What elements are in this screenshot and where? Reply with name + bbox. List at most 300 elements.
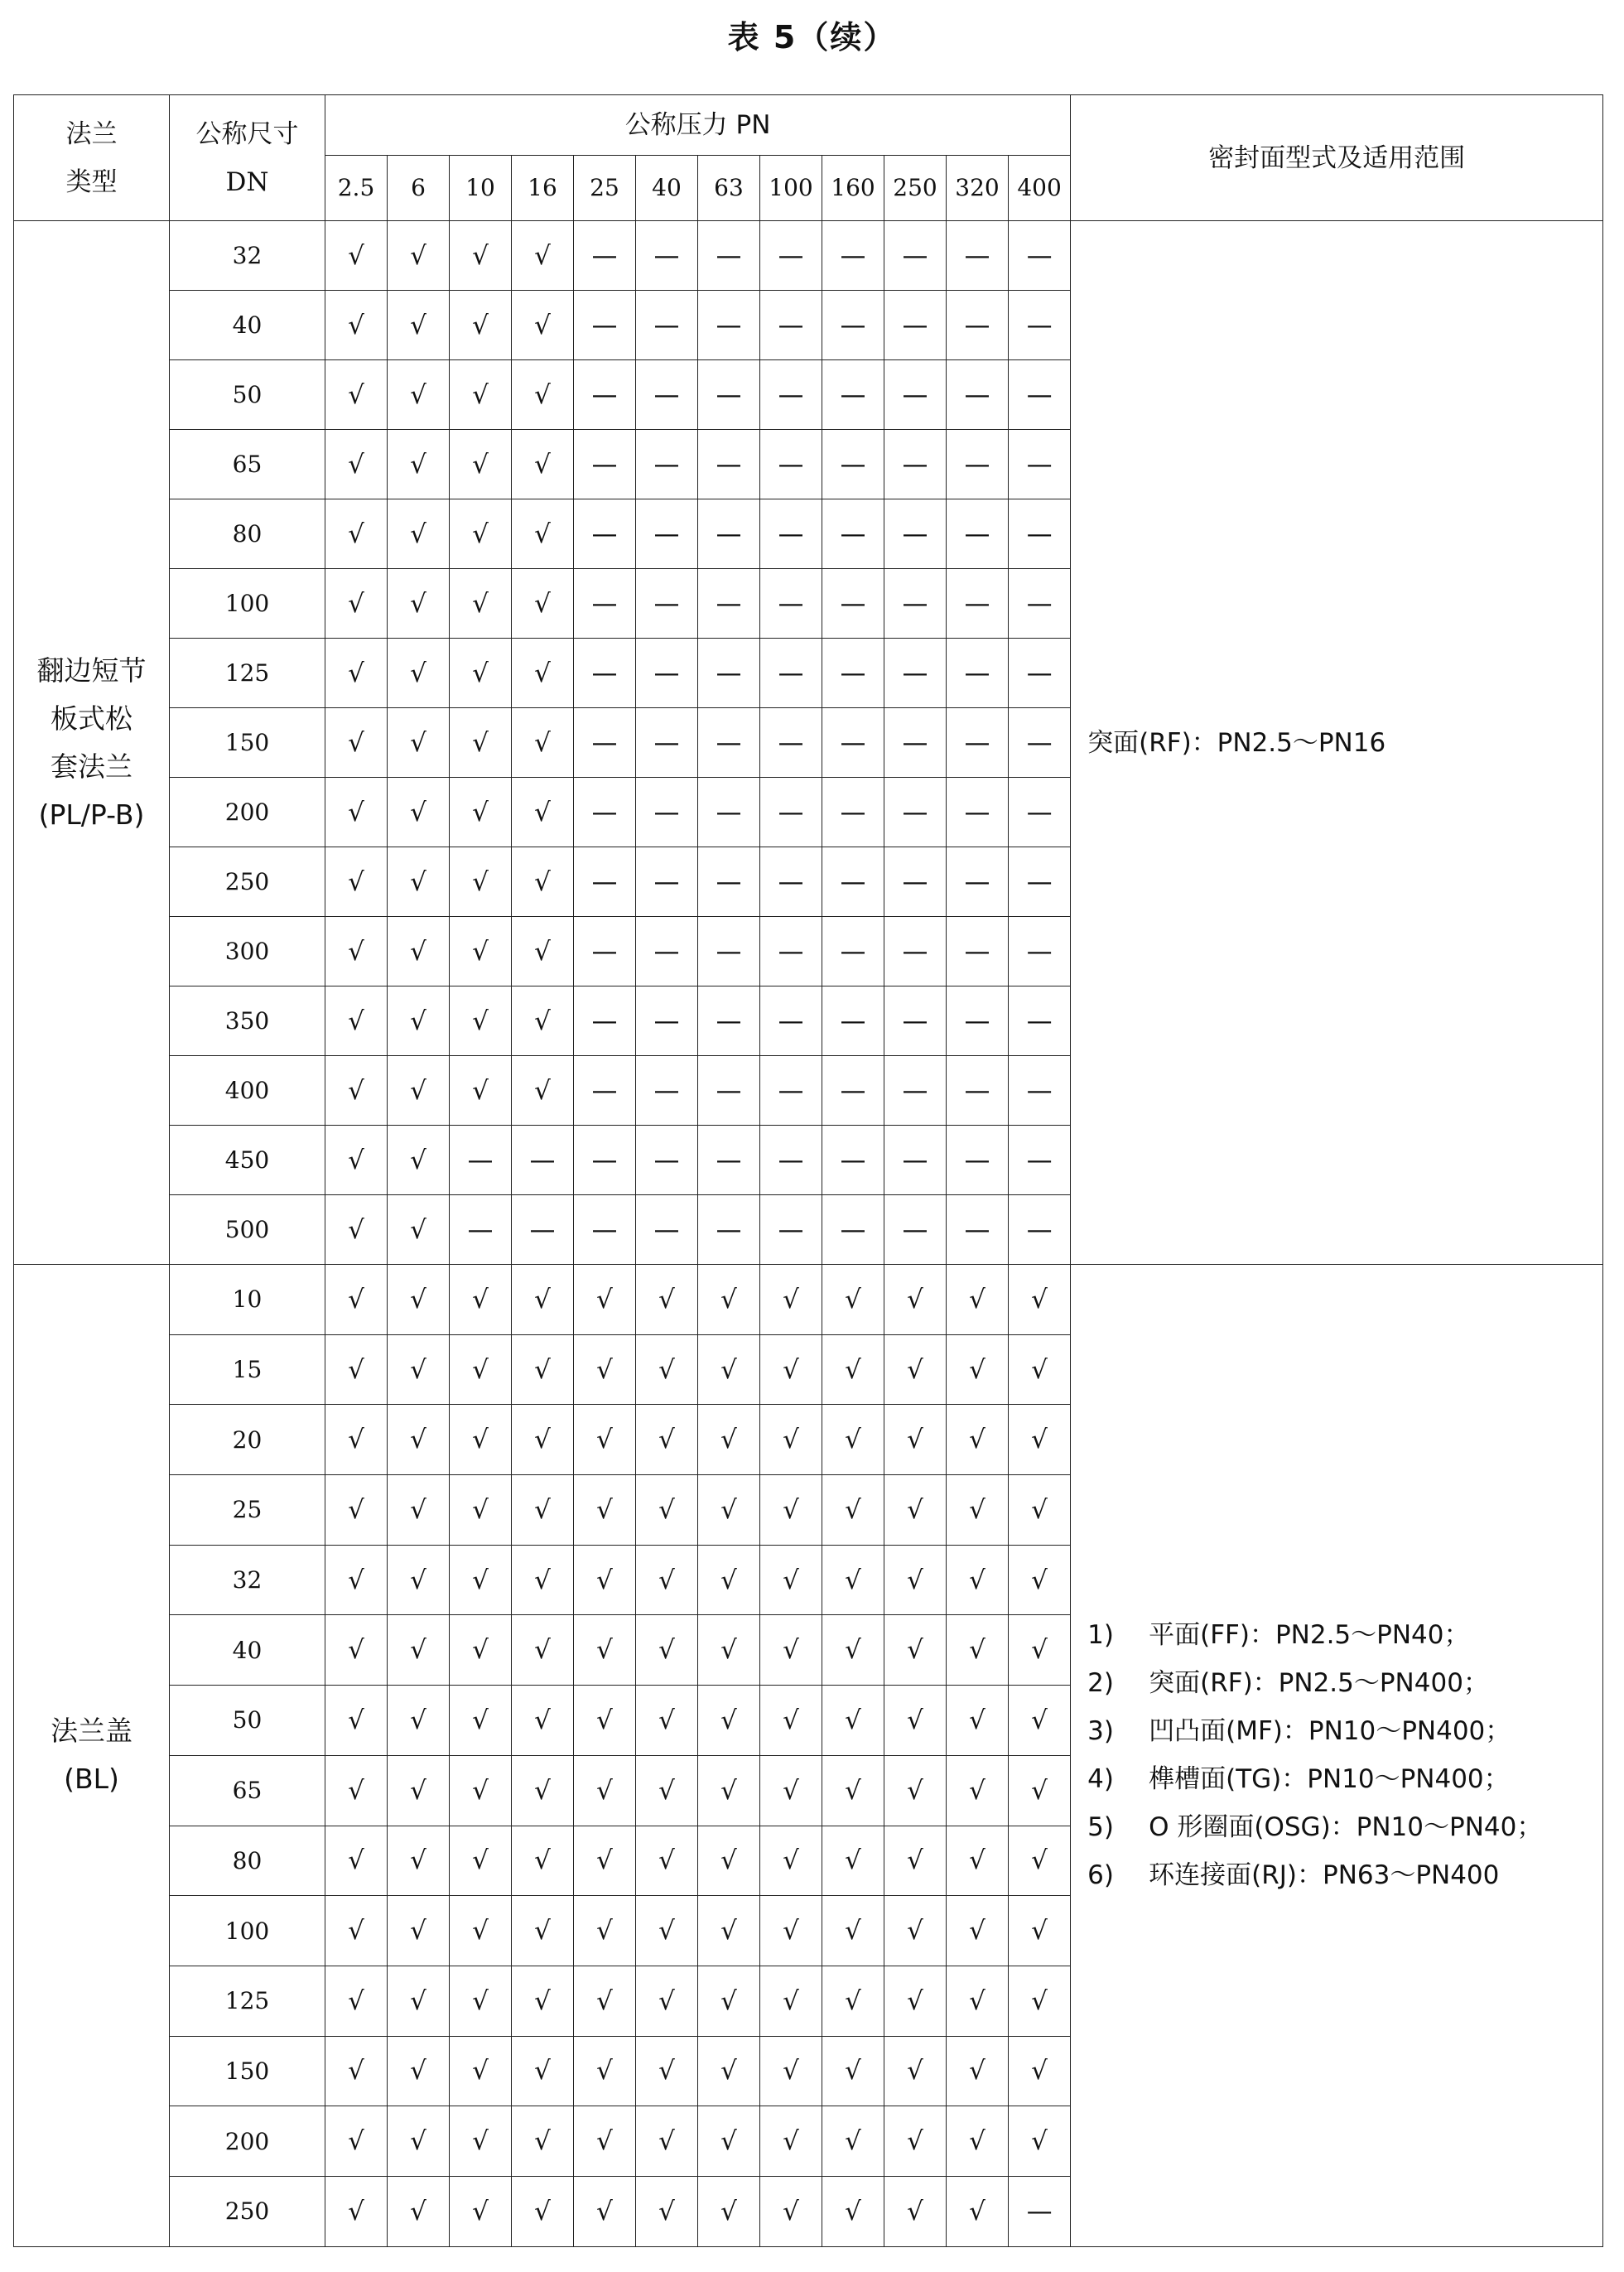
pressure-mark-cell: √ bbox=[760, 1545, 822, 1615]
pressure-mark-cell: — bbox=[947, 1126, 1009, 1195]
pressure-header-cell: 40 bbox=[636, 156, 698, 221]
pressure-mark-cell: √ bbox=[698, 1826, 760, 1896]
dn-cell: 80 bbox=[170, 499, 325, 569]
pressure-mark-cell: √ bbox=[947, 1475, 1009, 1546]
header-sealing: 密封面型式及适用范围 bbox=[1071, 95, 1603, 221]
pressure-mark-cell: √ bbox=[512, 1405, 574, 1475]
pressure-mark-cell: √ bbox=[388, 1195, 450, 1265]
pressure-mark-cell: √ bbox=[512, 2036, 574, 2106]
pressure-mark-cell: √ bbox=[760, 1615, 822, 1686]
dn-cell: 500 bbox=[170, 1195, 325, 1265]
pressure-mark-cell: √ bbox=[325, 1405, 388, 1475]
pressure-mark-cell: √ bbox=[512, 2176, 574, 2246]
header-nominal-size-line1: 公称尺寸 bbox=[195, 118, 299, 149]
pressure-mark-cell: √ bbox=[325, 917, 388, 986]
pressure-mark-cell: — bbox=[636, 1056, 698, 1126]
pressure-mark-cell: √ bbox=[450, 1334, 512, 1405]
pressure-mark-cell: — bbox=[1009, 499, 1071, 569]
pressure-mark-cell: — bbox=[884, 1195, 947, 1265]
pressure-mark-cell: √ bbox=[760, 1826, 822, 1896]
pressure-mark-cell: √ bbox=[388, 1826, 450, 1896]
pressure-mark-cell: — bbox=[760, 708, 822, 778]
sealing-item-text: 平面(FF)：PN2.5～PN40； bbox=[1149, 1620, 1470, 1651]
pressure-mark-cell: — bbox=[1009, 639, 1071, 708]
pressure-mark-cell: — bbox=[822, 1056, 884, 1126]
pressure-mark-cell: √ bbox=[388, 430, 450, 499]
pressure-mark-cell: — bbox=[1009, 2176, 1071, 2246]
pressure-mark-cell: √ bbox=[760, 1755, 822, 1826]
pressure-mark-cell: √ bbox=[512, 1686, 574, 1756]
pressure-mark-cell: √ bbox=[450, 569, 512, 639]
pressure-mark-cell: √ bbox=[574, 1826, 636, 1896]
pressure-mark-cell: √ bbox=[388, 778, 450, 847]
pressure-mark-cell: — bbox=[822, 917, 884, 986]
sealing-item-number: 5) bbox=[1087, 1812, 1114, 1843]
pressure-mark-cell: — bbox=[947, 986, 1009, 1056]
pressure-mark-cell: √ bbox=[947, 1405, 1009, 1475]
pressure-mark-cell: √ bbox=[698, 2106, 760, 2177]
pressure-mark-cell: √ bbox=[884, 1826, 947, 1896]
pressure-mark-cell: — bbox=[698, 917, 760, 986]
pressure-mark-cell: √ bbox=[450, 360, 512, 430]
pressure-mark-cell: √ bbox=[512, 708, 574, 778]
pressure-mark-cell: — bbox=[698, 1195, 760, 1265]
pressure-mark-cell: — bbox=[698, 569, 760, 639]
dn-cell: 150 bbox=[170, 2036, 325, 2106]
pressure-mark-cell: √ bbox=[388, 2036, 450, 2106]
pressure-mark-cell: √ bbox=[574, 1475, 636, 1546]
pressure-mark-cell: — bbox=[884, 360, 947, 430]
pressure-mark-cell: √ bbox=[450, 2106, 512, 2177]
pressure-mark-cell: — bbox=[884, 221, 947, 291]
pressure-mark-cell: √ bbox=[388, 1056, 450, 1126]
header-nominal-size-line2: DN bbox=[225, 166, 269, 197]
pressure-mark-cell: √ bbox=[512, 569, 574, 639]
pressure-mark-cell: √ bbox=[1009, 1826, 1071, 1896]
pressure-mark-cell: √ bbox=[512, 430, 574, 499]
pressure-mark-cell: √ bbox=[388, 1475, 450, 1546]
pressure-mark-cell: — bbox=[636, 221, 698, 291]
pressure-mark-cell: — bbox=[947, 1056, 1009, 1126]
pressure-mark-cell: — bbox=[1009, 708, 1071, 778]
pressure-mark-cell: — bbox=[698, 1126, 760, 1195]
pressure-mark-cell: √ bbox=[822, 2106, 884, 2177]
pressure-mark-cell: √ bbox=[760, 2176, 822, 2246]
pressure-mark-cell: √ bbox=[450, 1475, 512, 1546]
pressure-mark-cell: — bbox=[574, 291, 636, 360]
pressure-mark-cell: — bbox=[822, 569, 884, 639]
pressure-mark-cell: √ bbox=[388, 221, 450, 291]
pressure-mark-cell: √ bbox=[388, 639, 450, 708]
pressure-mark-cell: √ bbox=[450, 708, 512, 778]
sealing-list-item bbox=[1087, 1803, 1602, 1851]
dn-cell: 300 bbox=[170, 917, 325, 986]
pressure-mark-cell: — bbox=[822, 639, 884, 708]
sealing-item-text: 环连接面(RJ)：PN63～PN400 bbox=[1149, 1860, 1500, 1891]
pressure-mark-cell: √ bbox=[512, 499, 574, 569]
pressure-mark-cell: √ bbox=[574, 1966, 636, 2036]
pressure-mark-cell: √ bbox=[698, 2176, 760, 2246]
pressure-mark-cell: — bbox=[574, 1126, 636, 1195]
pressure-mark-cell: √ bbox=[822, 1686, 884, 1756]
pressure-mark-cell: √ bbox=[450, 1896, 512, 1966]
pressure-mark-cell: √ bbox=[636, 1826, 698, 1896]
pressure-mark-cell: — bbox=[450, 1126, 512, 1195]
pressure-mark-cell: — bbox=[822, 847, 884, 917]
pressure-mark-cell: √ bbox=[388, 708, 450, 778]
pressure-mark-cell: — bbox=[1009, 360, 1071, 430]
pressure-mark-cell: √ bbox=[450, 2036, 512, 2106]
pressure-mark-cell: — bbox=[1009, 1126, 1071, 1195]
pressure-mark-cell: √ bbox=[325, 1195, 388, 1265]
dn-cell: 25 bbox=[170, 1475, 325, 1546]
pressure-mark-cell: √ bbox=[388, 1545, 450, 1615]
pressure-mark-cell: √ bbox=[760, 1966, 822, 2036]
pressure-mark-cell: — bbox=[822, 499, 884, 569]
pressure-mark-cell: √ bbox=[636, 2176, 698, 2246]
pressure-mark-cell: √ bbox=[450, 778, 512, 847]
pressure-mark-cell: √ bbox=[760, 2106, 822, 2177]
pressure-mark-cell: √ bbox=[325, 1755, 388, 1826]
pressure-header-cell: 2.5 bbox=[325, 156, 388, 221]
pressure-mark-cell: — bbox=[884, 1126, 947, 1195]
header-flange-type bbox=[14, 95, 170, 221]
pressure-mark-cell: — bbox=[450, 1195, 512, 1265]
pressure-mark-cell: √ bbox=[760, 1405, 822, 1475]
sealing-item-text: O 形圈面(OSG)：PN10～PN40； bbox=[1149, 1812, 1543, 1843]
pressure-mark-cell: √ bbox=[450, 1686, 512, 1756]
pressure-header-cell: 160 bbox=[822, 156, 884, 221]
pressure-mark-cell: √ bbox=[822, 1545, 884, 1615]
pressure-mark-cell: √ bbox=[512, 986, 574, 1056]
pressure-mark-cell: — bbox=[822, 221, 884, 291]
pressure-mark-cell: √ bbox=[947, 1755, 1009, 1826]
pressure-mark-cell: — bbox=[760, 221, 822, 291]
pressure-mark-cell: √ bbox=[325, 1896, 388, 1966]
pressure-mark-cell: √ bbox=[388, 847, 450, 917]
pressure-mark-cell: √ bbox=[698, 1334, 760, 1405]
sealing-item-number: 2) bbox=[1087, 1668, 1114, 1699]
pressure-mark-cell: √ bbox=[698, 2036, 760, 2106]
pressure-mark-cell: √ bbox=[636, 1615, 698, 1686]
pressure-mark-cell: √ bbox=[636, 1966, 698, 2036]
pressure-mark-cell: — bbox=[947, 708, 1009, 778]
pressure-mark-cell: — bbox=[636, 499, 698, 569]
pressure-mark-cell: √ bbox=[512, 1755, 574, 1826]
pressure-mark-cell: √ bbox=[574, 2106, 636, 2177]
dn-cell: 32 bbox=[170, 221, 325, 291]
header-flange-type-line1: 法兰 bbox=[65, 118, 118, 149]
pressure-mark-cell: — bbox=[574, 708, 636, 778]
pressure-mark-cell: √ bbox=[325, 430, 388, 499]
pressure-mark-cell: — bbox=[760, 291, 822, 360]
pressure-mark-cell: √ bbox=[450, 1056, 512, 1126]
dn-cell: 65 bbox=[170, 430, 325, 499]
pressure-mark-cell: √ bbox=[760, 2036, 822, 2106]
pressure-mark-cell: √ bbox=[760, 1334, 822, 1405]
pressure-mark-cell: √ bbox=[698, 1475, 760, 1546]
pressure-mark-cell: √ bbox=[1009, 1966, 1071, 2036]
dn-cell: 200 bbox=[170, 778, 325, 847]
pressure-header-cell: 10 bbox=[450, 156, 512, 221]
pressure-mark-cell: — bbox=[1009, 1195, 1071, 1265]
pressure-mark-cell: √ bbox=[450, 1755, 512, 1826]
pressure-mark-cell: — bbox=[760, 430, 822, 499]
pressure-mark-cell: √ bbox=[636, 1265, 698, 1335]
pressure-mark-cell: √ bbox=[512, 1545, 574, 1615]
pressure-mark-cell: √ bbox=[822, 1826, 884, 1896]
sealing-list bbox=[1087, 1611, 1602, 1899]
pressure-header-cell: 400 bbox=[1009, 156, 1071, 221]
pressure-mark-cell: √ bbox=[325, 1475, 388, 1546]
pressure-mark-cell: √ bbox=[450, 1405, 512, 1475]
pressure-mark-cell: √ bbox=[512, 1334, 574, 1405]
pressure-mark-cell: √ bbox=[947, 1686, 1009, 1756]
pressure-mark-cell: — bbox=[636, 430, 698, 499]
pressure-mark-cell: √ bbox=[636, 1405, 698, 1475]
pressure-mark-cell: √ bbox=[450, 1826, 512, 1896]
pressure-mark-cell: √ bbox=[388, 1126, 450, 1195]
pressure-mark-cell: √ bbox=[947, 1334, 1009, 1405]
pressure-mark-cell: — bbox=[760, 847, 822, 917]
header-nominal-size bbox=[170, 95, 325, 221]
pressure-mark-cell: √ bbox=[698, 1545, 760, 1615]
pressure-mark-cell: — bbox=[1009, 221, 1071, 291]
pressure-mark-cell: √ bbox=[325, 499, 388, 569]
pressure-mark-cell: √ bbox=[388, 2106, 450, 2177]
flange-type-line: (BL) bbox=[64, 1763, 119, 1796]
pressure-mark-cell: √ bbox=[760, 1686, 822, 1756]
sealing-item-text: 榫槽面(TG)：PN10～PN400； bbox=[1149, 1764, 1510, 1795]
pressure-mark-cell: √ bbox=[388, 569, 450, 639]
pressure-mark-cell: √ bbox=[698, 1405, 760, 1475]
sealing-cell bbox=[1071, 1265, 1603, 2247]
pressure-mark-cell: — bbox=[636, 917, 698, 986]
pressure-mark-cell: — bbox=[698, 986, 760, 1056]
pressure-mark-cell: — bbox=[574, 1195, 636, 1265]
pressure-mark-cell: — bbox=[884, 430, 947, 499]
pressure-mark-cell: — bbox=[884, 569, 947, 639]
pressure-header-cell: 16 bbox=[512, 156, 574, 221]
pressure-mark-cell: √ bbox=[512, 917, 574, 986]
pressure-mark-cell: — bbox=[698, 430, 760, 499]
dn-cell: 250 bbox=[170, 847, 325, 917]
pressure-mark-cell: √ bbox=[388, 1966, 450, 2036]
pressure-mark-cell: — bbox=[636, 1195, 698, 1265]
pressure-header-cell: 320 bbox=[947, 156, 1009, 221]
pressure-header-cell: 63 bbox=[698, 156, 760, 221]
pressure-mark-cell: — bbox=[760, 917, 822, 986]
flange-type-cell bbox=[14, 1265, 170, 2247]
pressure-header-cell: 250 bbox=[884, 156, 947, 221]
pressure-mark-cell: √ bbox=[325, 1686, 388, 1756]
pressure-mark-cell: √ bbox=[947, 2106, 1009, 2177]
pressure-mark-cell: √ bbox=[512, 360, 574, 430]
pressure-mark-cell: √ bbox=[1009, 1686, 1071, 1756]
pressure-mark-cell: √ bbox=[947, 1896, 1009, 1966]
pressure-mark-cell: √ bbox=[450, 291, 512, 360]
pressure-mark-cell: √ bbox=[636, 2036, 698, 2106]
pressure-mark-cell: — bbox=[822, 291, 884, 360]
flange-type-line: 翻边短节 bbox=[36, 654, 147, 687]
pressure-mark-cell: √ bbox=[636, 1755, 698, 1826]
pressure-mark-cell: — bbox=[947, 291, 1009, 360]
pressure-mark-cell: √ bbox=[760, 1896, 822, 1966]
sealing-item-number: 3) bbox=[1087, 1716, 1114, 1747]
pressure-mark-cell: √ bbox=[574, 1896, 636, 1966]
pressure-mark-cell: √ bbox=[325, 2176, 388, 2246]
pressure-mark-cell: — bbox=[822, 1195, 884, 1265]
pressure-mark-cell: √ bbox=[325, 708, 388, 778]
pressure-mark-cell: √ bbox=[574, 1686, 636, 1756]
dn-cell: 40 bbox=[170, 291, 325, 360]
pressure-mark-cell: — bbox=[947, 569, 1009, 639]
pressure-mark-cell: √ bbox=[1009, 1265, 1071, 1335]
pressure-mark-cell: √ bbox=[636, 2106, 698, 2177]
pressure-mark-cell: — bbox=[698, 291, 760, 360]
pressure-mark-cell: √ bbox=[512, 221, 574, 291]
pressure-mark-cell: √ bbox=[325, 1056, 388, 1126]
pressure-mark-cell: — bbox=[636, 291, 698, 360]
pressure-mark-cell: — bbox=[574, 986, 636, 1056]
pressure-mark-cell: √ bbox=[947, 2176, 1009, 2246]
pressure-mark-cell: √ bbox=[947, 2036, 1009, 2106]
pressure-mark-cell: √ bbox=[884, 1405, 947, 1475]
pressure-mark-cell: — bbox=[698, 360, 760, 430]
pressure-mark-cell: √ bbox=[325, 1615, 388, 1686]
pressure-mark-cell: — bbox=[822, 986, 884, 1056]
pressure-mark-cell: √ bbox=[388, 2176, 450, 2246]
pressure-mark-cell: — bbox=[698, 708, 760, 778]
dn-cell: 15 bbox=[170, 1334, 325, 1405]
sealing-list-item bbox=[1087, 1707, 1602, 1755]
pressure-mark-cell: √ bbox=[388, 986, 450, 1056]
pressure-mark-cell: √ bbox=[698, 1615, 760, 1686]
pressure-mark-cell: √ bbox=[450, 639, 512, 708]
dn-cell: 40 bbox=[170, 1615, 325, 1686]
pressure-mark-cell: √ bbox=[388, 1334, 450, 1405]
pressure-mark-cell: — bbox=[884, 708, 947, 778]
pressure-mark-cell: √ bbox=[1009, 1545, 1071, 1615]
pressure-mark-cell: — bbox=[1009, 291, 1071, 360]
pressure-header-cell: 100 bbox=[760, 156, 822, 221]
pressure-mark-cell: — bbox=[822, 708, 884, 778]
pressure-mark-cell: √ bbox=[325, 986, 388, 1056]
sealing-item-text: 凹凸面(MF)：PN10～PN400； bbox=[1149, 1716, 1511, 1747]
pressure-mark-cell: √ bbox=[1009, 1615, 1071, 1686]
pressure-mark-cell: — bbox=[947, 917, 1009, 986]
pressure-mark-cell: — bbox=[884, 291, 947, 360]
pressure-mark-cell: √ bbox=[822, 1475, 884, 1546]
pressure-mark-cell: — bbox=[884, 847, 947, 917]
pressure-mark-cell: √ bbox=[325, 2106, 388, 2177]
pressure-mark-cell: √ bbox=[512, 1475, 574, 1546]
pressure-mark-cell: — bbox=[884, 1056, 947, 1126]
pressure-mark-cell: — bbox=[636, 360, 698, 430]
pressure-mark-cell: √ bbox=[574, 1545, 636, 1615]
dn-cell: 100 bbox=[170, 1896, 325, 1966]
pressure-mark-cell: √ bbox=[512, 639, 574, 708]
pressure-mark-cell: — bbox=[698, 847, 760, 917]
pressure-mark-cell: — bbox=[822, 1126, 884, 1195]
pressure-mark-cell: √ bbox=[512, 291, 574, 360]
pressure-mark-cell: — bbox=[760, 778, 822, 847]
pressure-mark-cell: — bbox=[1009, 1056, 1071, 1126]
pressure-mark-cell: √ bbox=[325, 847, 388, 917]
pressure-mark-cell: √ bbox=[884, 1265, 947, 1335]
pressure-mark-cell: √ bbox=[698, 1686, 760, 1756]
pressure-mark-cell: √ bbox=[325, 639, 388, 708]
pressure-mark-cell: √ bbox=[325, 1545, 388, 1615]
pressure-mark-cell: √ bbox=[698, 1896, 760, 1966]
pressure-mark-cell: — bbox=[512, 1195, 574, 1265]
sealing-item-number: 4) bbox=[1087, 1764, 1114, 1795]
pressure-mark-cell: — bbox=[574, 569, 636, 639]
pressure-mark-cell: — bbox=[947, 221, 1009, 291]
pressure-mark-cell: √ bbox=[822, 1966, 884, 2036]
dn-cell: 65 bbox=[170, 1755, 325, 1826]
pressure-mark-cell: √ bbox=[760, 1475, 822, 1546]
pressure-mark-cell: √ bbox=[512, 1265, 574, 1335]
pressure-mark-cell: √ bbox=[574, 1755, 636, 1826]
pressure-mark-cell: √ bbox=[947, 1265, 1009, 1335]
pressure-mark-cell: √ bbox=[450, 1265, 512, 1335]
dn-cell: 250 bbox=[170, 2176, 325, 2246]
pressure-mark-cell: — bbox=[574, 360, 636, 430]
pressure-mark-cell: √ bbox=[884, 2036, 947, 2106]
pressure-mark-cell: √ bbox=[512, 2106, 574, 2177]
sealing-item-number: 1) bbox=[1087, 1620, 1114, 1651]
pressure-mark-cell: √ bbox=[512, 1826, 574, 1896]
pressure-mark-cell: √ bbox=[884, 1966, 947, 2036]
pressure-mark-cell: √ bbox=[388, 1405, 450, 1475]
pressure-mark-cell: — bbox=[698, 499, 760, 569]
pressure-mark-cell: — bbox=[574, 639, 636, 708]
pressure-mark-cell: √ bbox=[388, 1615, 450, 1686]
pressure-header-cell: 25 bbox=[574, 156, 636, 221]
flange-standard-table bbox=[13, 94, 1603, 2247]
header-flange-type-line2: 类型 bbox=[65, 166, 118, 197]
page-title: 表 5（续） bbox=[727, 19, 897, 55]
pressure-mark-cell: √ bbox=[450, 917, 512, 986]
pressure-mark-cell: √ bbox=[388, 360, 450, 430]
sealing-list-item bbox=[1087, 1851, 1602, 1899]
pressure-mark-cell: √ bbox=[388, 1896, 450, 1966]
sealing-list-item bbox=[1087, 1659, 1602, 1707]
pressure-mark-cell: — bbox=[760, 1056, 822, 1126]
pressure-mark-cell: √ bbox=[325, 1334, 388, 1405]
pressure-mark-cell: √ bbox=[512, 1615, 574, 1686]
pressure-mark-cell: √ bbox=[822, 1615, 884, 1686]
flange-type-line: 法兰盖 bbox=[51, 1715, 133, 1748]
pressure-mark-cell: √ bbox=[822, 1896, 884, 1966]
pressure-mark-cell: — bbox=[884, 778, 947, 847]
pressure-mark-cell: — bbox=[947, 499, 1009, 569]
pressure-mark-cell: √ bbox=[450, 221, 512, 291]
pressure-mark-cell: √ bbox=[512, 1056, 574, 1126]
pressure-mark-cell: √ bbox=[325, 1826, 388, 1896]
header-nominal-pressure: 公称压力 PN bbox=[325, 95, 1071, 156]
dn-cell: 10 bbox=[170, 1265, 325, 1335]
pressure-mark-cell: √ bbox=[698, 1755, 760, 1826]
pressure-mark-cell: √ bbox=[512, 1896, 574, 1966]
pressure-mark-cell: √ bbox=[574, 2036, 636, 2106]
flange-type-line: 板式松 bbox=[51, 702, 133, 735]
pressure-mark-cell: √ bbox=[388, 1755, 450, 1826]
pressure-mark-cell: √ bbox=[574, 1405, 636, 1475]
pressure-mark-cell: √ bbox=[884, 1755, 947, 1826]
pressure-mark-cell: — bbox=[822, 430, 884, 499]
